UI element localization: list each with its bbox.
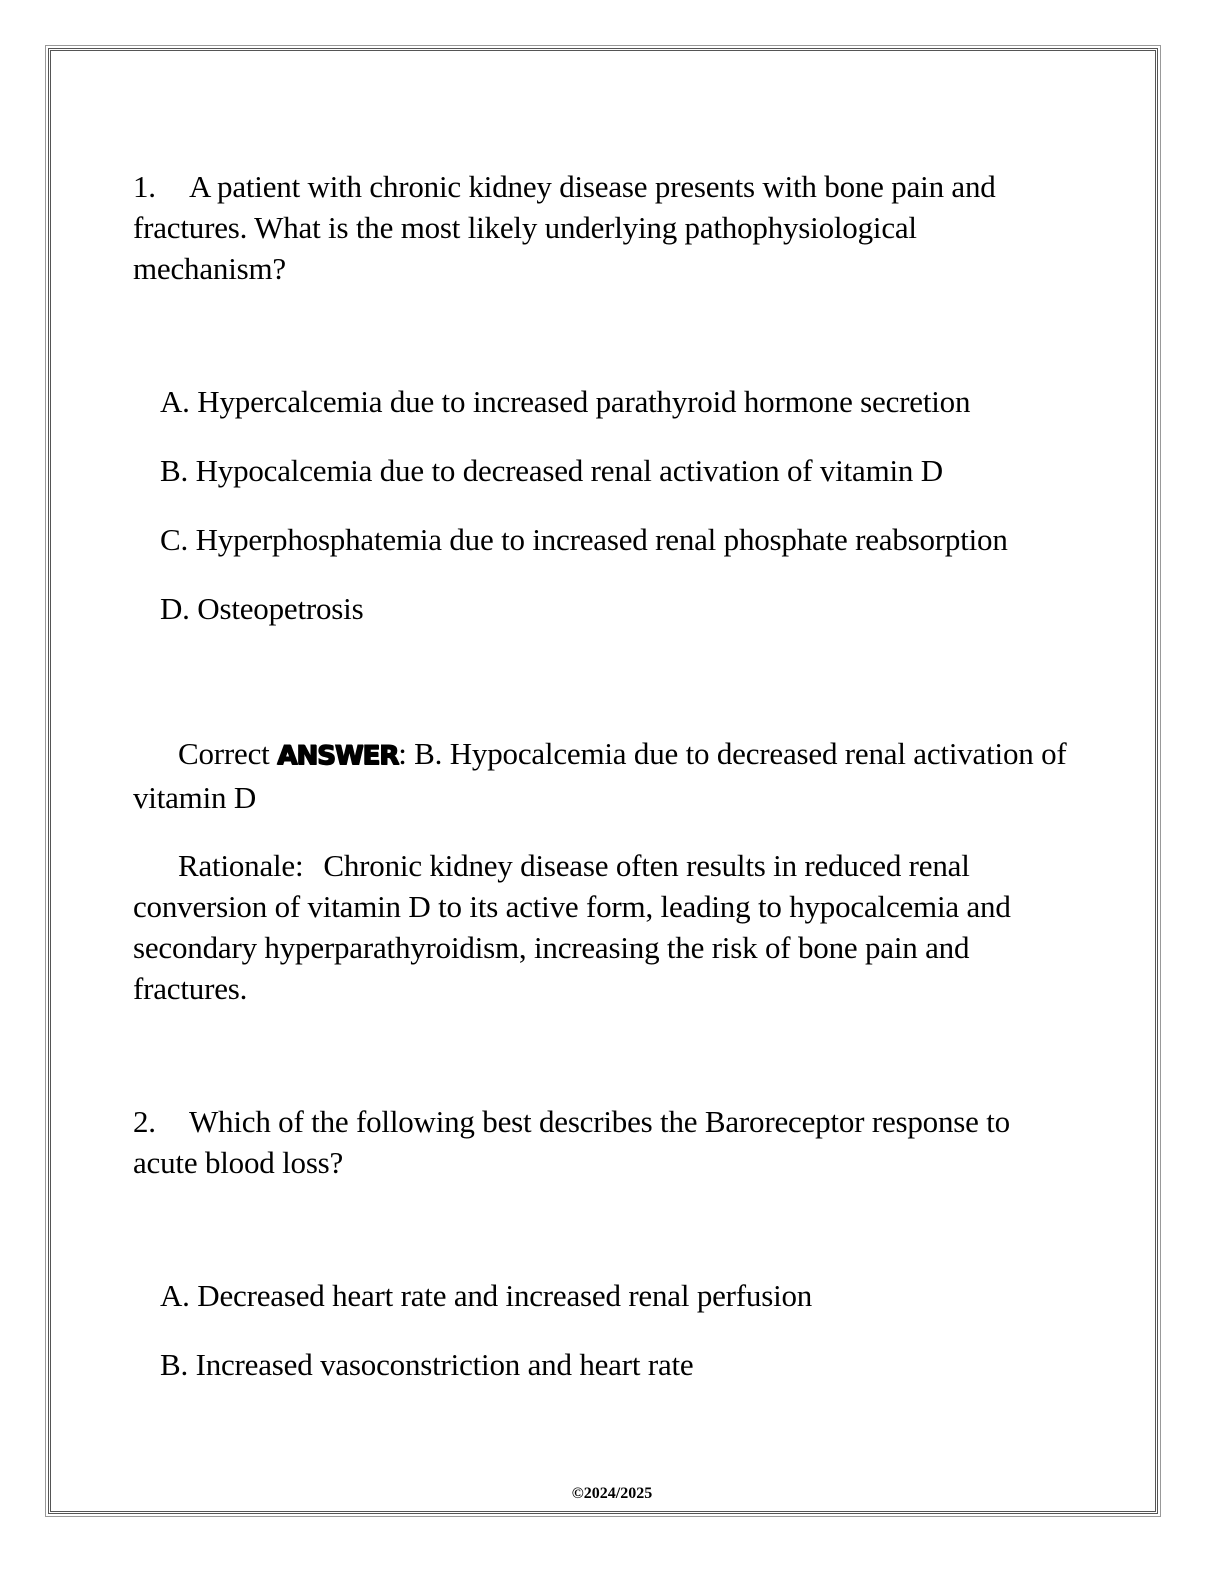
question-stem xyxy=(133,1101,1073,1183)
option-b: B. Increased vasoconstriction and heart rate xyxy=(160,1347,694,1382)
option-c: C. Hyperphosphatemia due to increased renal phosphate reabsorption xyxy=(160,522,1008,557)
question-text: Which of the following best describes the Baroreceptor response to acute blood loss? xyxy=(133,1104,1010,1180)
answer-prefix: Correct xyxy=(178,736,278,771)
question-text: A patient with chronic kidney disease presents with bone pain and fractures. What is the most likely underlying pathophysiological mechanism? xyxy=(133,169,996,286)
question-stem xyxy=(133,166,1073,289)
option-d: D. Osteopetrosis xyxy=(160,591,364,626)
question-1 xyxy=(133,166,1073,1009)
option-b: B. Hypocalcemia due to decreased renal activation of vitamin D xyxy=(160,453,943,488)
question-2 xyxy=(133,1101,1073,1385)
rationale-label: Rationale: xyxy=(178,848,304,883)
answer-text: : B. Hypocalcemia due to decreased renal activation of vitamin D xyxy=(133,736,1067,815)
question-number: 1. xyxy=(133,169,156,204)
rationale-text: Chronic kidney disease often results in reduced renal conversion of vitamin D to its active form, leading to hypocalcemia and secondary hyperparathyroidism, increasing the risk of bone pain and fractures. xyxy=(133,848,1011,1006)
option-a: A. Hypercalcemia due to increased parathyroid hormone secretion xyxy=(160,384,971,419)
answer-word: ANSWER xyxy=(277,741,399,771)
question-number: 2. xyxy=(133,1104,156,1139)
page-content xyxy=(133,166,1073,1385)
option-a: A. Decreased heart rate and increased renal perfusion xyxy=(160,1278,813,1313)
correct-answer xyxy=(133,733,1073,818)
copyright-footer: ©2024/2025 xyxy=(571,1485,653,1502)
rationale xyxy=(133,845,1073,1009)
